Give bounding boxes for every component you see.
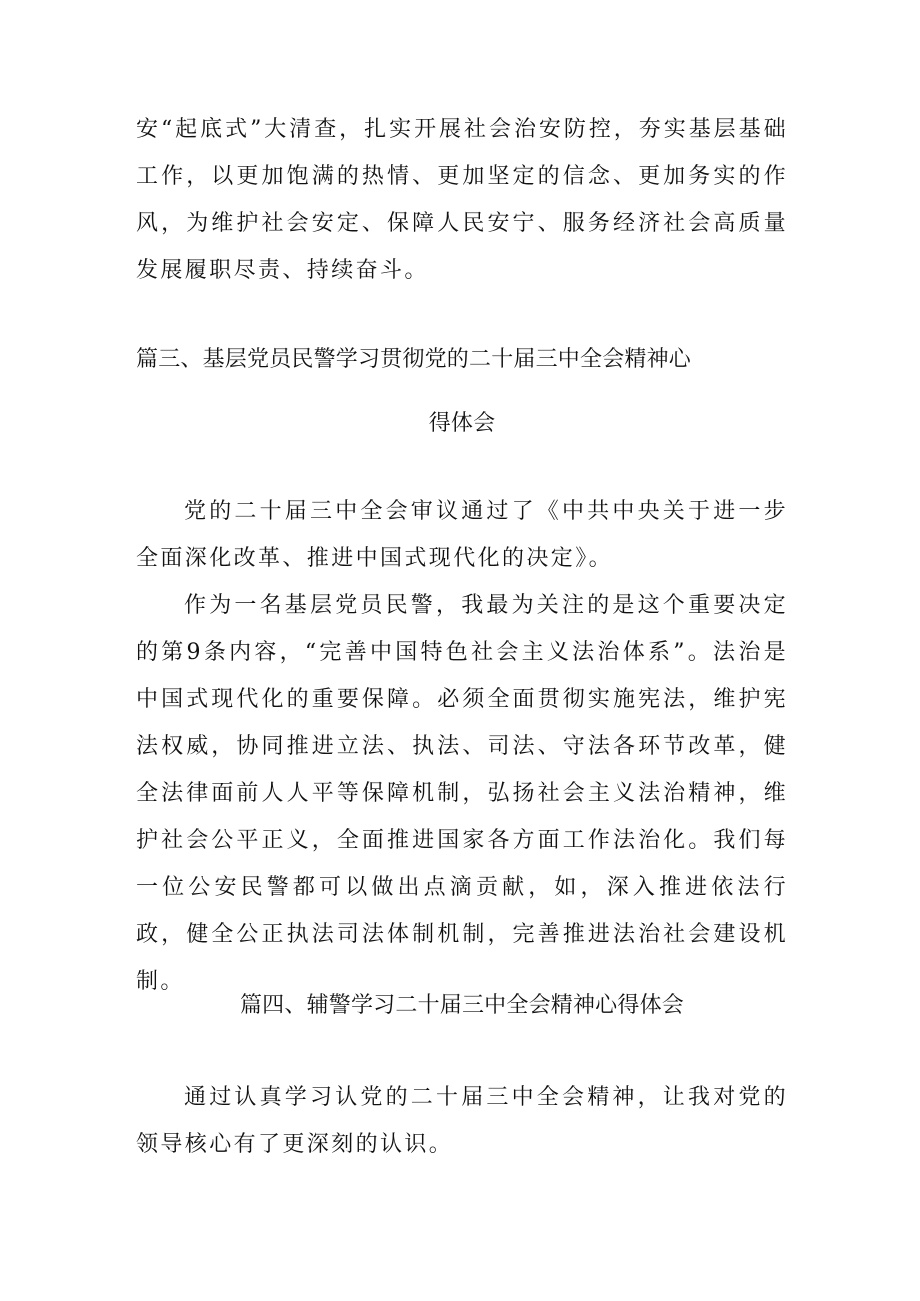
paragraph-decision-intro: 党的二十届三中全会审议通过了《中共中央关于进一步全面深化改革、推进中国式现代化的决定》。 bbox=[136, 499, 788, 571]
paragraph-auxiliary-police-study: 通过认真学习认党的二十届三中全会精神，让我对党的领导核心有了更深刻的认识。 bbox=[136, 1085, 788, 1157]
paragraph-rule-of-law: 作为一名基层党员民警，我最为关注的是这个重要决定的第9条内容，“完善中国特色社会主义法治体系”。法治是中国式现代化的重要保障。必须全面贯彻实施宪法，维护宪法权威，协同推进立法、执法、司法、守法各环节改革，健全法律面前人人平等保障机制，弘扬社会主义法治精神，维护社会公平正义，全面推进国家各方面工作法治化。我们每一位公安民警都可以做出点滴贡献，如，深入推进依法行政，健全公正执法司法体制机制，完善推进法治社会建设机制。 bbox=[136, 593, 788, 994]
section-heading-three bbox=[136, 328, 788, 456]
section-heading-three-line2: 得体会 bbox=[428, 411, 496, 436]
section-heading-three-line1: 篇三、基层党员民警学习贯彻党的二十届三中全会精神心 bbox=[136, 347, 692, 372]
section-heading-four: 篇四、辅警学习二十届三中全会精神心得体会 bbox=[239, 993, 684, 1018]
paragraph-closing-section-two: 安“起底式”大清查，扎实开展社会治安防控，夯实基层基础工作，以更加饱满的热情、更加坚定的信念、更加务实的作风，为维护社会安定、保障人民安宁、服务经济社会高质量发展履职尽责、持续奋斗。 bbox=[136, 117, 788, 283]
